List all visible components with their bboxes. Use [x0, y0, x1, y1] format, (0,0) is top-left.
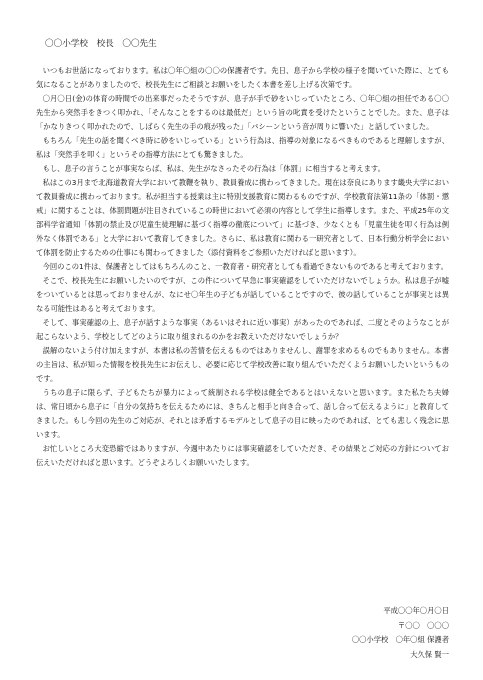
paragraph: 誤解のないよう付け加えますが、本書は私の苦情を伝えるものではありませんし、謝罪を求めるものでもありません。本書の主旨は、私が知った情報を校長先生にお伝えし、必要に応じて学校改善に取り組んでいただくようお願いしたいというものです。 [36, 346, 449, 383]
letter-body [36, 64, 449, 470]
addressee: 〇〇小学校 校長 〇〇先生 [45, 39, 157, 49]
paragraph: 今回のこの1件は、保護者としてはもちろんのこと、一教育者・研究者としても看過できないものであると考えております。 [42, 262, 448, 271]
paragraph: お忙しいところ大変恐縮ではありますが、今週中あたりには事実確認をしていただき、その結果とご対応の方針についてお伝えいただければと思います。どうぞよろしくお願いいたします。 [36, 444, 449, 467]
paragraph: そして、事実確認の上、息子が話すような事実（あるいはそれに近い事実）があったのであれば、二度とそのようなことが起こらないよう、学校としてどのように取り組まれるのかをお教えいただけないでしょうか？ [36, 318, 449, 341]
sender-affiliation: 〇〇小学校 〇年〇組 保護者 [351, 635, 449, 644]
postal-code: 〒〇〇 〇〇〇 [397, 620, 449, 630]
paragraph: 〇月〇日(金)の体育の時間での出来事だったそうですが、息子が手で砂をいじっていたところ、〇年〇組の担任である〇〇先生から突然手をきつく叩かれ、「そんなことをするのは最低だ」という旨の叱責を受けたということでした。また、息子は「かなりきつく叩かれたので、しばらく先生の手の痕が残った」「バシーンという音が周りに響いた」と話していました。 [36, 94, 449, 131]
paragraph: うちの息子に限らず、子どもたちが暴力によって統制される学校は健全であるとはいえないと思います。また私たち夫婦は、常日頃から息子に「自分の気持ちを伝えるためには、きちんと相手と向き合って、話し合って伝えるように」と教育してきました。もし今回の先生のご対応が、それとは矛盾するモデルとして息子の目に映ったのであれば、とても悲しく残念に思います。 [36, 388, 449, 439]
paragraph: そこで、校長先生にお願いしたいのですが、この件について早急に事実確認をしていただけないでしょうか。私は息子が嘘をついているとは思っておりませんが、なにせ〇年生の子どもが話していることですので、彼の話していることが事実とは異なる可能性はあると考えております。 [36, 276, 449, 313]
paragraph: 私はこの3月まで北海道教育大学において教鞭を執り、教員養成に携わってきました。現在は奈良にあります畿央大学において教員養成に携わっております。私が担当する授業は主に特別支援教育に関わるものですが、学校教育法第11条の「体罰・懲戒」に関することは、体罰問題が注目されているこの時世において必須の内容として学生に指導します。また、平成25年の文部科学省通知「体罰の禁止及び児童生徒理解に基づく指導の徹底について」に基づき、少なくとも「児童生徒を叩く行為は例外なく体罰である」と大学において教育してきました。さらに、私は教育に関わる一研究者として、日本行動分析学会において体罰を防止するための仕事にも関わってきました（添付資料をご参照いただければと思います）。 [36, 178, 449, 257]
paragraph: もちろん「先生の話を聞くべき時に砂をいじっている」という行為は、指導の対象になるべきものであると理解しますが、私は「突然手を叩く」というその指導方法にとても驚きました。 [36, 136, 449, 159]
letter-date: 平成〇〇年〇月〇日 [383, 606, 449, 615]
sender-name: 大久保 賢一 [410, 649, 449, 659]
paragraph: いつもお世話になっております。私は〇年〇組の〇〇の保護者です。先日、息子から学校の様子を聞いていた際に、とても気になることがありましたので、校長先生にご相談とお願いをしたく本書を差し上げる次第です。 [36, 66, 449, 89]
paragraph: もし、息子の言うことが事実ならば、私は、先生がなさったその行為は「体罰」に相当すると考えます。 [42, 164, 385, 173]
letter-closing [352, 604, 449, 662]
